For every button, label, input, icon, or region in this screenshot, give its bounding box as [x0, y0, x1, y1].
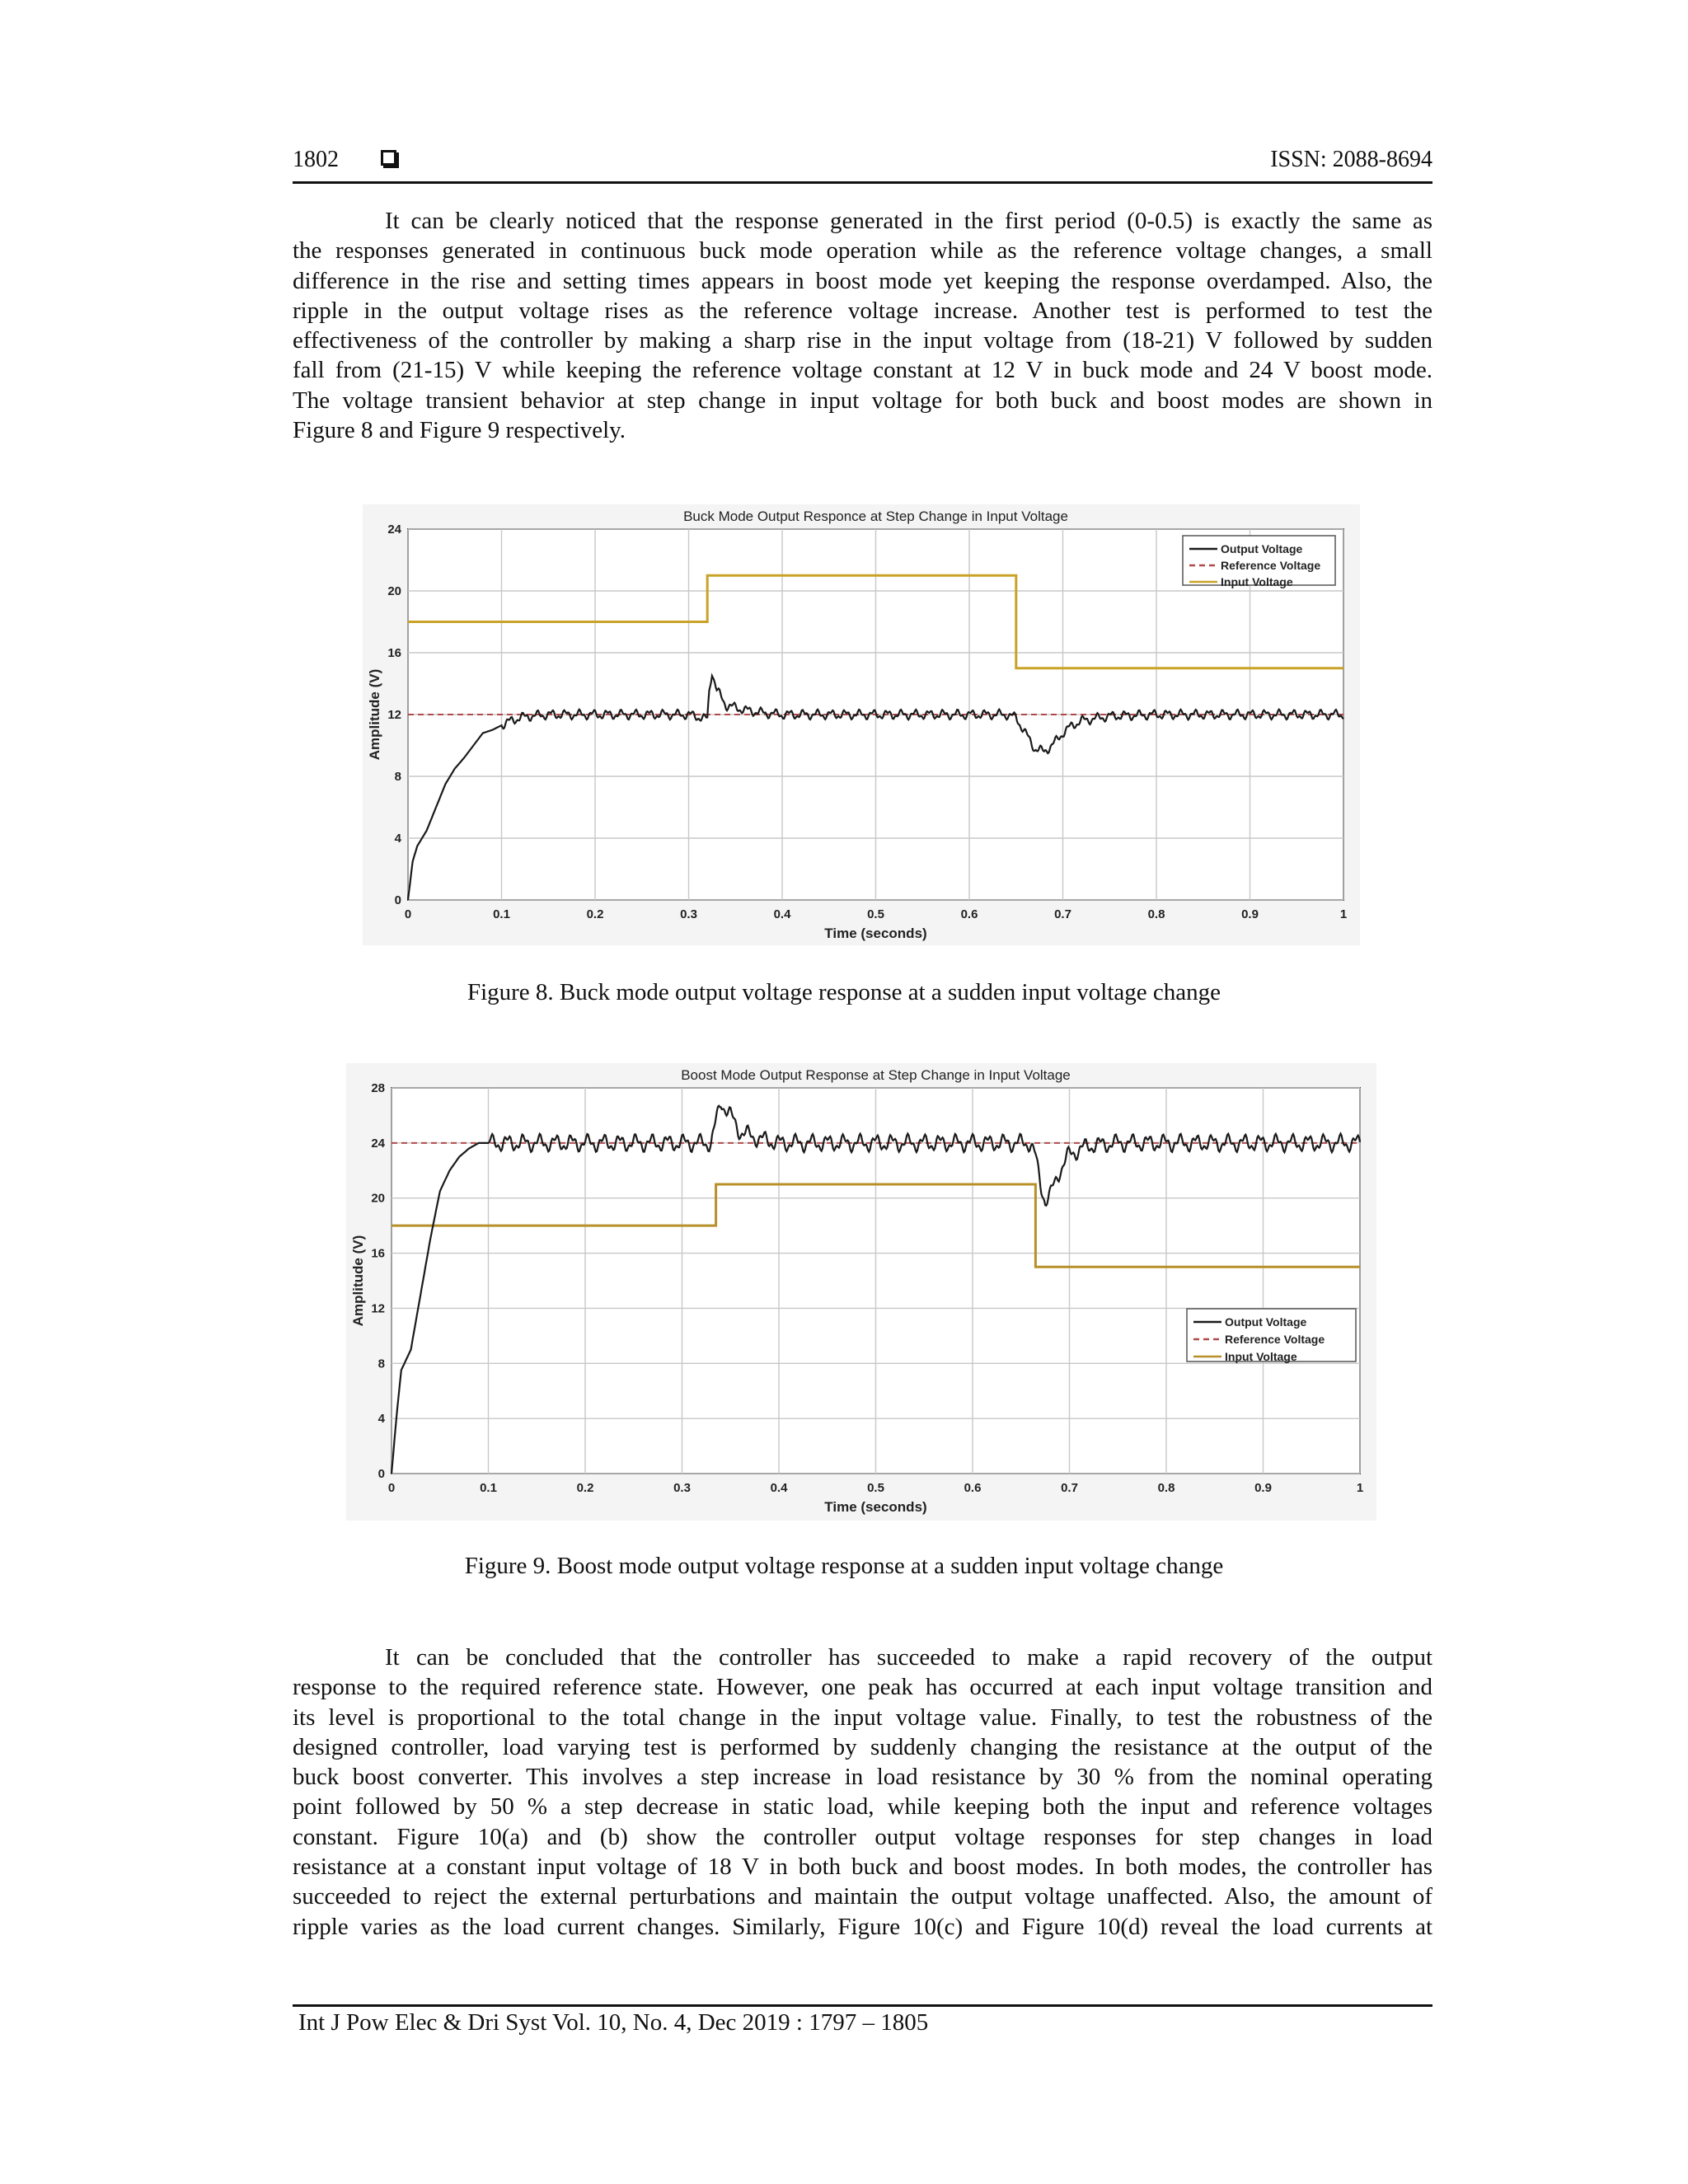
issn: ISSN: 2088-8694 [1270, 147, 1432, 172]
text-line: fall from (21-15) V while keeping the reference voltage constant at 12 V in buck mode and 24 V boost mode. [293, 357, 1432, 384]
y-tick-label: 16 [387, 646, 401, 660]
text-line: difference in the rise and setting times appears in boost mode yet keeping the response overdamped. Also, the [293, 267, 1432, 294]
x-tick-label: 1 [1339, 907, 1348, 921]
y-tick-label: 28 [371, 1081, 385, 1095]
legend-label: Output Voltage [1221, 542, 1303, 555]
chart-title: Boost Mode Output Response at Step Change in Input Voltage [681, 1067, 1071, 1083]
page-number: 1802 [293, 147, 339, 172]
x-tick-label: 0.1 [480, 1481, 497, 1495]
text-line: point followed by 50 % a step decrease in static load, while keeping both the input and reference voltages [293, 1793, 1432, 1821]
paragraph-2 [293, 1643, 1432, 1942]
x-tick-label: 0.3 [680, 907, 697, 921]
paragraph-1 [293, 206, 1432, 445]
x-tick-label: 0.9 [1241, 907, 1259, 921]
x-tick-label: 1 [1356, 1481, 1364, 1495]
x-tick-label: 0.2 [586, 907, 604, 921]
y-tick-label: 20 [371, 1191, 385, 1206]
text-line: response to the required reference state. However, one peak has occurred at each input voltage transition and [293, 1674, 1432, 1701]
text-line: effectiveness of the controller by making a sharp rise in the input voltage from (18-21) V followed by sudden [293, 327, 1432, 354]
figure-9 [346, 1063, 1376, 1525]
x-tick-label: 0.7 [1061, 1481, 1078, 1495]
text-line: It can be clearly noticed that the response generated in the first period (0-0.5) is exactly the same as [385, 208, 1432, 234]
x-tick-label: 0.1 [493, 907, 510, 921]
text-line: ripple varies as the load current changes. Similarly, Figure 10(c) and Figure 10(d) reveal the load currents at [293, 1913, 1432, 1940]
figure-8 [363, 504, 1360, 949]
text-line: resistance at a constant input voltage of 18 V in both buck and boost modes. In both modes, the controller has [293, 1854, 1432, 1881]
legend-label: Input Voltage [1225, 1350, 1297, 1363]
x-tick-label: 0.2 [576, 1481, 594, 1495]
legend-label: Input Voltage [1221, 575, 1293, 588]
y-axis-label: Amplitude (V) [367, 668, 382, 761]
text-line: succeeded to reject the external perturbations and maintain the output voltage unaffected. Also, the amount of [293, 1883, 1432, 1910]
text-line: The voltage transient behavior at step change in input voltage for both buck and boost modes are shown in [293, 387, 1432, 414]
x-axis-label: Time (seconds) [824, 926, 927, 941]
x-tick-label: 0.7 [1054, 907, 1071, 921]
legend-label: Output Voltage [1225, 1315, 1307, 1329]
x-tick-label: 0.3 [673, 1481, 691, 1495]
y-tick-label: 20 [387, 584, 401, 598]
text-line: its level is proportional to the total change in the input voltage value. Finally, to test the robustness of the [293, 1704, 1432, 1731]
x-axis-label: Time (seconds) [824, 1499, 927, 1515]
y-tick-label: 0 [394, 893, 401, 907]
legend-label: Reference Voltage [1221, 559, 1321, 572]
chart-title: Buck Mode Output Responce at Step Change in Input Voltage [683, 509, 1068, 524]
y-tick-label: 0 [377, 1467, 385, 1481]
x-tick-label: 0.4 [770, 1481, 788, 1495]
boost-mode-chart [346, 1063, 1376, 1521]
footer-rule [293, 2004, 1432, 2007]
x-tick-label: 0 [404, 907, 412, 921]
figure-8-caption: Figure 8. Buck mode output voltage response at a sudden input voltage change [467, 979, 1221, 1005]
x-tick-label: 0.5 [867, 1481, 884, 1495]
legend-label: Reference Voltage [1225, 1333, 1325, 1346]
text-line: ripple in the output voltage rises as the reference voltage increase. Another test is performed to test the [293, 297, 1432, 324]
x-tick-label: 0.4 [773, 907, 791, 921]
header-rule [293, 181, 1432, 184]
y-tick-label: 24 [387, 523, 401, 537]
text-line: It can be concluded that the controller has succeeded to make a rapid recovery of the output [385, 1644, 1432, 1671]
text-line: constant. Figure 10(a) and (b) show the controller output voltage responses for step changes in load [293, 1823, 1432, 1850]
y-axis-label: Amplitude (V) [350, 1235, 366, 1327]
y-tick-label: 12 [371, 1301, 385, 1316]
x-tick-label: 0.8 [1147, 907, 1165, 921]
y-tick-label: 16 [371, 1246, 385, 1261]
y-tick-label: 4 [394, 832, 401, 846]
x-tick-label: 0.6 [960, 907, 978, 921]
x-tick-label: 0.6 [964, 1481, 982, 1495]
footer-citation: Int J Pow Elec & Dri Syst Vol. 10, No. 4, Dec 2019 : 1797 – 1805 [298, 2009, 929, 2036]
y-tick-label: 12 [387, 708, 401, 722]
y-tick-label: 8 [377, 1357, 385, 1371]
y-tick-label: 4 [377, 1412, 385, 1427]
text-line: buck boost converter. This involves a step increase in load resistance by 30 % from the nominal operating [293, 1764, 1432, 1791]
square-icon [381, 150, 396, 166]
text-line: Figure 8 and Figure 9 respectively. [293, 417, 626, 444]
figure-9-caption: Figure 9. Boost mode output voltage response at a sudden input voltage change [464, 1553, 1224, 1579]
x-tick-label: 0.5 [867, 907, 884, 921]
y-tick-label: 24 [371, 1136, 385, 1151]
y-tick-label: 8 [394, 770, 401, 784]
x-tick-label: 0 [387, 1481, 396, 1495]
buck-mode-chart [363, 504, 1360, 945]
text-line: designed controller, load varying test is performed by suddenly changing the resistance at the output of the [293, 1733, 1432, 1760]
x-tick-label: 0.8 [1157, 1481, 1175, 1495]
text-line: the responses generated in continuous buck mode operation while as the reference voltage changes, a small [293, 237, 1432, 265]
x-tick-label: 0.9 [1254, 1481, 1272, 1495]
